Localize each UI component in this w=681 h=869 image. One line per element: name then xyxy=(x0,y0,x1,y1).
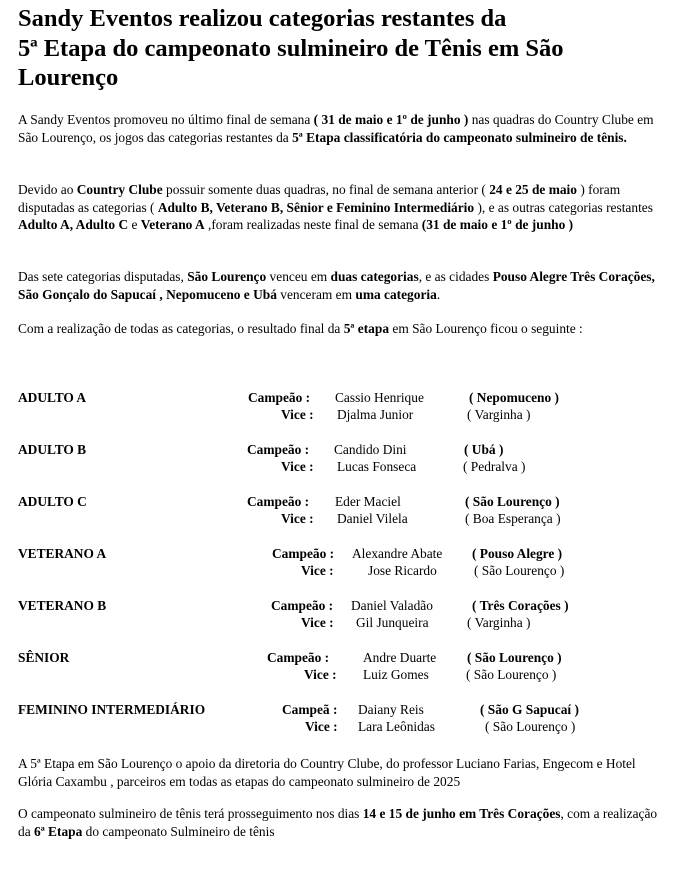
champion-city: ( São Lourenço ) xyxy=(467,650,562,665)
result-row xyxy=(0,493,681,533)
devido-text-6: ,foram realizadas neste final de semana xyxy=(204,217,422,232)
result-row xyxy=(0,649,681,689)
category-name: FEMININO INTERMEDIÁRIO xyxy=(18,702,206,717)
champion-name: Cassio Henrique xyxy=(335,390,424,405)
champion-city: ( São G Sapucaí ) xyxy=(480,702,579,717)
sete-text-5: . xyxy=(436,286,441,302)
vice-name: Jose Ricardo xyxy=(368,563,437,578)
intro-stage: 5ª Etapa classificatória do campeonato sulmineiro de tênis. xyxy=(292,129,627,145)
final-paragraph xyxy=(18,805,668,840)
title-line-1: Sandy Eventos realizou categorias restantes da xyxy=(18,5,507,32)
sete-city: São Lourenço xyxy=(187,269,267,284)
vice-label: Vice : xyxy=(301,615,334,630)
devido-text-2: possuir somente duas quadras, no final de semana anterior ( xyxy=(162,182,490,197)
vice-city: ( Varginha ) xyxy=(467,407,531,422)
champion-city: ( Três Corações ) xyxy=(472,598,569,613)
final-text-2: , com a realização da xyxy=(18,806,658,839)
champion-name: Candido Dini xyxy=(334,442,407,457)
devido-adult-categories: Adulto A, Adulto C xyxy=(18,217,129,232)
champion-name: Alexandre Abate xyxy=(352,546,443,561)
sete-text-1: Das sete categorias disputadas, xyxy=(18,269,188,284)
title-line-3: Lourenço xyxy=(18,64,119,91)
devido-text-4: ), e as outras categorias restantes xyxy=(474,199,653,215)
champion-city: ( Nepomuceno ) xyxy=(469,390,560,405)
devido-categories: Adulto B, Veterano B, Sênior e Feminino Intermediário xyxy=(157,199,475,215)
category-name: SÊNIOR xyxy=(18,650,70,665)
champion-label: Campeão : xyxy=(272,546,335,561)
devido-club: Country Clube xyxy=(76,182,163,197)
result-row xyxy=(0,701,681,741)
category-name: VETERANO A xyxy=(18,546,107,561)
category-name: VETERANO B xyxy=(18,598,107,613)
devido-dates: 24 e 25 de maio xyxy=(489,182,577,197)
champion-label: Campeão : xyxy=(247,442,310,457)
final-dates: 14 e 15 de junho em Três Corações xyxy=(362,806,561,821)
devido-veteran: Veterano A xyxy=(140,217,205,232)
vice-label: Vice : xyxy=(305,719,338,734)
champion-label: Campeão : xyxy=(271,598,334,613)
intro-paragraph xyxy=(18,111,668,146)
vice-city: ( São Lourenço ) xyxy=(485,719,576,734)
intro-text-2: nas quadras do Country Clube em São Lourenço, os jogos das categorias restantes da xyxy=(18,112,654,145)
devido-paragraph xyxy=(18,181,668,234)
devido-text-5: e xyxy=(128,217,141,232)
com-text-1: Com a realização de todas as categorias, o resultado final da xyxy=(18,321,344,336)
sete-text-4: venceram em xyxy=(276,286,356,302)
vice-city: ( São Lourenço ) xyxy=(474,563,565,578)
intro-text-1: A Sandy Eventos promoveu no último final de semana xyxy=(18,112,314,127)
apoio-paragraph: A 5ª Etapa em São Lourenço o apoio da diretoria do Country Clube, do professor Luciano Farias, Engecom e Hotel Glória Caxambu , parceiros em todas as etapas do campeonato sulmineiro de 2025 xyxy=(18,756,636,789)
vice-city: ( Pedralva ) xyxy=(463,459,526,474)
champion-city: ( Pouso Alegre ) xyxy=(472,546,563,561)
devido-text-1: Devido ao xyxy=(18,182,77,197)
title-line-2: 5ª Etapa do campeonato sulmineiro de Tênis em São xyxy=(18,34,564,62)
result-row xyxy=(0,441,681,481)
final-text-1: O campeonato sulmineiro de tênis terá prosseguimento nos dias xyxy=(18,806,363,821)
vice-name: Lucas Fonseca xyxy=(337,459,417,474)
result-row xyxy=(0,545,681,585)
vice-name: Daniel Vilela xyxy=(337,511,408,526)
champion-label: Campeã : xyxy=(282,702,338,717)
champion-name: Eder Maciel xyxy=(335,494,401,509)
vice-name: Gil Junqueira xyxy=(356,615,429,630)
result-row xyxy=(0,389,681,429)
vice-city: ( São Lourenço ) xyxy=(466,667,557,682)
vice-label: Vice : xyxy=(281,511,314,526)
com-stage: 5ª etapa xyxy=(343,321,390,336)
vice-label: Vice : xyxy=(281,407,314,422)
champion-label: Campeão : xyxy=(267,650,330,665)
sete-paragraph xyxy=(18,268,668,303)
com-text-2: em São Lourenço ficou o seguinte : xyxy=(389,321,583,336)
final-text-3: do campeonato Sulmineiro de tênis xyxy=(82,823,275,839)
article-title xyxy=(18,4,673,93)
sete-two-categories: duas categorias xyxy=(330,269,419,284)
vice-label: Vice : xyxy=(301,563,334,578)
devido-dates-2: (31 de maio e 1º de junho ) xyxy=(421,217,574,232)
vice-name: Lara Leônidas xyxy=(358,719,435,734)
vice-label: Vice : xyxy=(281,459,314,474)
sete-text-3: , e as cidades xyxy=(418,269,493,284)
devido-text-3: ) foram disputadas as categorias ( xyxy=(18,182,621,215)
champion-name: Andre Duarte xyxy=(363,650,437,665)
champion-label: Campeão : xyxy=(248,390,311,405)
intro-dates: ( 31 de maio e 1º de junho ) xyxy=(313,112,469,127)
category-name: ADULTO A xyxy=(18,390,87,405)
category-name: ADULTO B xyxy=(18,442,87,457)
vice-city: ( Boa Esperança ) xyxy=(465,511,561,526)
champion-name: Daiany Reis xyxy=(358,702,424,717)
sete-cities: Pouso Alegre Três Corações, São Gonçalo do Sapucaí , Nepomuceno e Ubá xyxy=(18,269,655,302)
category-name: ADULTO C xyxy=(18,494,87,509)
vice-name: Djalma Junior xyxy=(337,407,414,422)
result-row xyxy=(0,597,681,637)
vice-name: Luiz Gomes xyxy=(363,667,429,682)
final-stage: 6ª Etapa xyxy=(34,823,83,839)
champion-name: Daniel Valadão xyxy=(351,598,433,613)
champion-label: Campeão : xyxy=(247,494,310,509)
vice-city: ( Varginha ) xyxy=(467,615,531,630)
sete-text-2: venceu em xyxy=(266,269,331,284)
vice-label: Vice : xyxy=(304,667,337,682)
com-paragraph xyxy=(18,320,668,338)
champion-city: ( São Lourenço ) xyxy=(465,494,560,509)
champion-city: ( Ubá ) xyxy=(464,442,504,457)
sete-one-category: uma categoria xyxy=(355,286,437,302)
